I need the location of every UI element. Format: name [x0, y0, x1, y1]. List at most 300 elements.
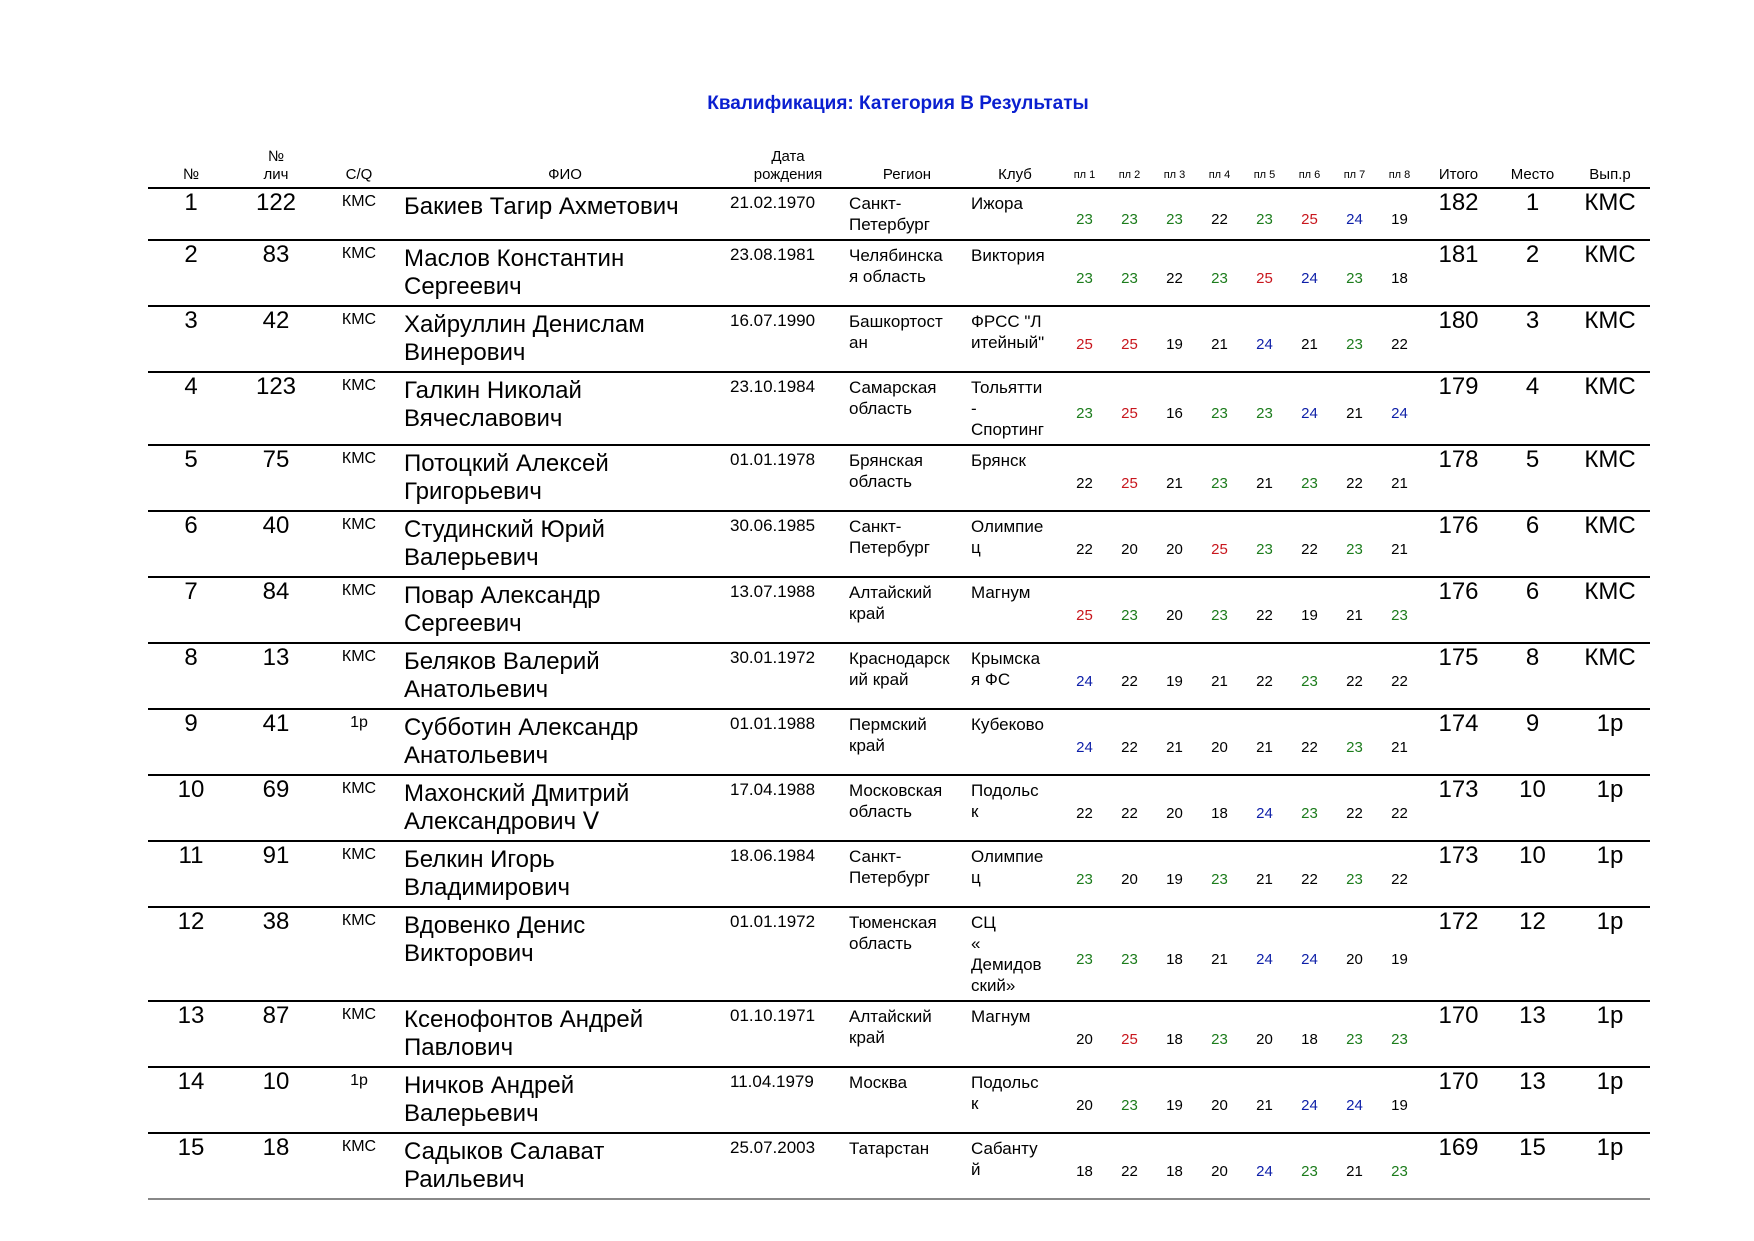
header-pl2: пл 2: [1107, 148, 1152, 188]
club: [968, 240, 1062, 306]
score-pl2: 20: [1107, 841, 1152, 907]
club-line: й: [971, 1160, 981, 1179]
club: [968, 1133, 1062, 1199]
score-pl3: 19: [1152, 841, 1197, 907]
club: [968, 643, 1062, 709]
row-number: 3: [148, 306, 234, 372]
score-pl1: 20: [1062, 1067, 1107, 1133]
birth-date: 17.04.1988: [730, 775, 846, 841]
score-pl8: 21: [1377, 709, 1422, 775]
athlete-name-line: Махонский Дмитрий: [404, 780, 630, 807]
score-pl1: 18: [1062, 1133, 1107, 1199]
birth-date: 23.08.1981: [730, 240, 846, 306]
total-score: 173: [1422, 841, 1495, 907]
region: [846, 643, 968, 709]
cq-rank: КМС: [318, 841, 400, 907]
total-score: 176: [1422, 577, 1495, 643]
personal-number: 91: [234, 841, 318, 907]
birth-date: 13.07.1988: [730, 577, 846, 643]
region-line: Тюменская: [849, 913, 937, 932]
header-club: Клуб: [968, 148, 1062, 188]
score-pl4: 21: [1197, 306, 1242, 372]
header-cq: С/Q: [318, 148, 400, 188]
cq-rank: КМС: [318, 240, 400, 306]
athlete-name-line: Студинский Юрий: [404, 516, 605, 543]
score-pl2: 23: [1107, 188, 1152, 240]
region: [846, 1067, 968, 1133]
place: 10: [1495, 841, 1570, 907]
header-num: №: [148, 148, 234, 188]
score-pl5: 24: [1242, 1133, 1287, 1199]
score-pl3: 18: [1152, 1001, 1197, 1067]
total-score: 170: [1422, 1067, 1495, 1133]
score-pl2: 22: [1107, 1133, 1152, 1199]
birth-date: 01.01.1972: [730, 907, 846, 1001]
personal-number: 123: [234, 372, 318, 445]
region-line: Самарская: [849, 378, 937, 397]
score-pl2: 23: [1107, 907, 1152, 1001]
score-pl7: 24: [1332, 188, 1377, 240]
place: 15: [1495, 1133, 1570, 1199]
score-pl1: 25: [1062, 577, 1107, 643]
score-pl2: 22: [1107, 709, 1152, 775]
score-pl5: 21: [1242, 709, 1287, 775]
personal-number: 122: [234, 188, 318, 240]
region-line: Петербург: [849, 215, 930, 234]
score-pl1: 23: [1062, 907, 1107, 1001]
header-lich: № лич: [234, 148, 318, 188]
personal-number: 87: [234, 1001, 318, 1067]
score-pl7: 23: [1332, 240, 1377, 306]
header-row: [148, 148, 1650, 188]
region-line: область: [849, 934, 912, 953]
row-number: 15: [148, 1133, 234, 1199]
total-score: 178: [1422, 445, 1495, 511]
athlete-name-line: Винерович: [404, 339, 526, 366]
athlete-name-line: Садыков Салават: [404, 1138, 605, 1165]
club-line: ц: [971, 868, 981, 887]
score-pl3: 20: [1152, 775, 1197, 841]
score-pl8: 22: [1377, 775, 1422, 841]
region-line: Татарстан: [849, 1139, 930, 1158]
header-total: Итого: [1422, 148, 1495, 188]
region: [846, 511, 968, 577]
club-line: Сабанту: [971, 1139, 1038, 1158]
club-line: Тольятти: [971, 378, 1043, 397]
club-line: -: [971, 399, 977, 418]
score-pl8: 24: [1377, 372, 1422, 445]
header-pl5: пл 5: [1242, 148, 1287, 188]
rank-achieved: 1р: [1570, 1001, 1650, 1067]
score-pl1: 24: [1062, 709, 1107, 775]
place: 1: [1495, 188, 1570, 240]
score-pl6: 23: [1287, 643, 1332, 709]
total-score: 170: [1422, 1001, 1495, 1067]
score-pl2: 20: [1107, 511, 1152, 577]
athlete-name-line: Ксенофонтов Андрей: [404, 1006, 644, 1033]
score-pl6: 22: [1287, 511, 1332, 577]
place: 13: [1495, 1067, 1570, 1133]
score-pl2: 23: [1107, 577, 1152, 643]
score-pl2: 23: [1107, 1067, 1152, 1133]
athlete-name-line: Владимирович: [404, 874, 571, 901]
club-line: Магнум: [971, 1007, 1031, 1026]
score-pl6: 18: [1287, 1001, 1332, 1067]
personal-number: 40: [234, 511, 318, 577]
table-row: [148, 511, 1650, 577]
score-pl5: 24: [1242, 306, 1287, 372]
row-number: 5: [148, 445, 234, 511]
score-pl7: 21: [1332, 1133, 1377, 1199]
score-pl3: 19: [1152, 643, 1197, 709]
score-pl5: 21: [1242, 1067, 1287, 1133]
score-pl5: 23: [1242, 372, 1287, 445]
rank-achieved: КМС: [1570, 240, 1650, 306]
table-row: [148, 188, 1650, 240]
score-pl7: 23: [1332, 511, 1377, 577]
total-score: 176: [1422, 511, 1495, 577]
club-line: Олимпие: [971, 517, 1044, 536]
place: 3: [1495, 306, 1570, 372]
athlete-name-line: Белкин Игорь: [404, 846, 555, 873]
header-pl7: пл 7: [1332, 148, 1377, 188]
score-pl8: 21: [1377, 511, 1422, 577]
score-pl8: 19: [1377, 1067, 1422, 1133]
score-pl6: 24: [1287, 1067, 1332, 1133]
region-line: ан: [849, 333, 868, 352]
score-pl7: 23: [1332, 709, 1377, 775]
club-line: Демидов: [971, 955, 1042, 974]
personal-number: 83: [234, 240, 318, 306]
score-pl1: 22: [1062, 445, 1107, 511]
region-line: край: [849, 604, 885, 623]
score-pl2: 22: [1107, 775, 1152, 841]
table-row: [148, 907, 1650, 1001]
athlete-name-line: Анатольевич: [404, 676, 549, 703]
region-line: Москва: [849, 1073, 908, 1092]
birth-date: 01.01.1978: [730, 445, 846, 511]
region: [846, 445, 968, 511]
personal-number: 10: [234, 1067, 318, 1133]
region-line: Челябинска: [849, 246, 943, 265]
rank-achieved: КМС: [1570, 188, 1650, 240]
score-pl3: 18: [1152, 907, 1197, 1001]
birth-date: 01.01.1988: [730, 709, 846, 775]
club-line: итейный": [971, 333, 1045, 352]
club-line: Ижора: [971, 194, 1023, 213]
rank-achieved: 1р: [1570, 709, 1650, 775]
athlete-name-line: Маслов Константин: [404, 245, 625, 272]
athlete-name: [400, 1001, 730, 1067]
cq-rank: КМС: [318, 643, 400, 709]
score-pl6: 23: [1287, 775, 1332, 841]
score-pl1: 23: [1062, 240, 1107, 306]
club-line: к: [971, 1094, 979, 1113]
header-place: Место: [1495, 148, 1570, 188]
personal-number: 41: [234, 709, 318, 775]
region-line: Санкт-: [849, 194, 902, 213]
score-pl3: 21: [1152, 709, 1197, 775]
score-pl8: 23: [1377, 577, 1422, 643]
score-pl4: 21: [1197, 643, 1242, 709]
region-line: Петербург: [849, 538, 930, 557]
rank-achieved: КМС: [1570, 511, 1650, 577]
athlete-name: [400, 643, 730, 709]
athlete-name: [400, 1067, 730, 1133]
club: [968, 775, 1062, 841]
athlete-name-line: Субботин Александр: [404, 714, 639, 741]
place: 4: [1495, 372, 1570, 445]
place: 6: [1495, 511, 1570, 577]
personal-number: 84: [234, 577, 318, 643]
region-line: Башкортост: [849, 312, 943, 331]
score-pl4: 21: [1197, 907, 1242, 1001]
region: [846, 306, 968, 372]
athlete-name: [400, 306, 730, 372]
club: [968, 709, 1062, 775]
club: [968, 188, 1062, 240]
score-pl3: 19: [1152, 306, 1197, 372]
athlete-name: [400, 372, 730, 445]
score-pl4: 23: [1197, 372, 1242, 445]
score-pl3: 20: [1152, 511, 1197, 577]
athlete-name-line: Викторович: [404, 940, 534, 967]
score-pl1: 22: [1062, 775, 1107, 841]
score-pl4: 23: [1197, 1001, 1242, 1067]
score-pl3: 22: [1152, 240, 1197, 306]
score-pl8: 22: [1377, 643, 1422, 709]
rank-achieved: КМС: [1570, 445, 1650, 511]
score-pl5: 22: [1242, 643, 1287, 709]
score-pl4: 20: [1197, 1067, 1242, 1133]
cq-rank: КМС: [318, 907, 400, 1001]
table-row: [148, 709, 1650, 775]
row-number: 11: [148, 841, 234, 907]
total-score: 179: [1422, 372, 1495, 445]
score-pl8: 18: [1377, 240, 1422, 306]
score-pl8: 22: [1377, 306, 1422, 372]
rank-achieved: КМС: [1570, 372, 1650, 445]
table-row: [148, 372, 1650, 445]
birth-date: 25.07.2003: [730, 1133, 846, 1199]
table-row: [148, 306, 1650, 372]
cq-rank: КМС: [318, 372, 400, 445]
region-line: край: [849, 736, 885, 755]
region-line: Петербург: [849, 868, 930, 887]
score-pl7: 20: [1332, 907, 1377, 1001]
header-pl4: пл 4: [1197, 148, 1242, 188]
score-pl6: 24: [1287, 240, 1332, 306]
athlete-name: [400, 775, 730, 841]
club: [968, 306, 1062, 372]
region-line: Пермский: [849, 715, 927, 734]
row-number: 9: [148, 709, 234, 775]
score-pl1: 22: [1062, 511, 1107, 577]
header-pl8: пл 8: [1377, 148, 1422, 188]
club: [968, 907, 1062, 1001]
score-pl4: 25: [1197, 511, 1242, 577]
header-date: Дата рождения: [730, 148, 846, 188]
birth-date: 30.06.1985: [730, 511, 846, 577]
score-pl5: 23: [1242, 188, 1287, 240]
score-pl7: 23: [1332, 841, 1377, 907]
athlete-name: [400, 1133, 730, 1199]
score-pl2: 25: [1107, 1001, 1152, 1067]
place: 12: [1495, 907, 1570, 1001]
athlete-name-line: Сергеевич: [404, 610, 522, 637]
athlete-name-line: Григорьевич: [404, 478, 542, 505]
athlete-name-line: Валерьевич: [404, 544, 539, 571]
score-pl7: 21: [1332, 372, 1377, 445]
page-title: Квалификация: Категория В Результаты: [707, 93, 1089, 114]
score-pl6: 25: [1287, 188, 1332, 240]
score-pl5: 24: [1242, 907, 1287, 1001]
place: 13: [1495, 1001, 1570, 1067]
region-line: Санкт-: [849, 847, 902, 866]
rank-achieved: 1р: [1570, 907, 1650, 1001]
region: [846, 775, 968, 841]
region-line: область: [849, 472, 912, 491]
score-pl8: 22: [1377, 841, 1422, 907]
score-pl5: 22: [1242, 577, 1287, 643]
score-pl6: 23: [1287, 1133, 1332, 1199]
region: [846, 372, 968, 445]
region-line: Алтайский: [849, 1007, 932, 1026]
personal-number: 18: [234, 1133, 318, 1199]
place: 8: [1495, 643, 1570, 709]
birth-date: 16.07.1990: [730, 306, 846, 372]
table-row: [148, 577, 1650, 643]
athlete-name-line: Валерьевич: [404, 1100, 539, 1127]
score-pl3: 20: [1152, 577, 1197, 643]
region: [846, 1133, 968, 1199]
region-line: Алтайский: [849, 583, 932, 602]
score-pl3: 23: [1152, 188, 1197, 240]
club: [968, 445, 1062, 511]
region-line: Брянская: [849, 451, 923, 470]
athlete-name-line: Хайруллин Денислам: [404, 311, 645, 338]
birth-date: 23.10.1984: [730, 372, 846, 445]
athlete-name-line: Раильевич: [404, 1166, 525, 1193]
score-pl4: 23: [1197, 577, 1242, 643]
score-pl4: 20: [1197, 709, 1242, 775]
region: [846, 1001, 968, 1067]
score-pl6: 22: [1287, 841, 1332, 907]
rank-achieved: 1р: [1570, 1133, 1650, 1199]
athlete-name-line: Повар Александр: [404, 582, 601, 609]
row-number: 14: [148, 1067, 234, 1133]
personal-number: 13: [234, 643, 318, 709]
athlete-name-line: Галкин Николай: [404, 377, 582, 404]
personal-number: 75: [234, 445, 318, 511]
score-pl3: 16: [1152, 372, 1197, 445]
region-line: Краснодарск: [849, 649, 950, 668]
score-pl4: 22: [1197, 188, 1242, 240]
score-pl4: 20: [1197, 1133, 1242, 1199]
score-pl1: 23: [1062, 372, 1107, 445]
table-row: [148, 1001, 1650, 1067]
club-line: Подольс: [971, 1073, 1039, 1092]
score-pl7: 21: [1332, 577, 1377, 643]
birth-date: 30.01.1972: [730, 643, 846, 709]
total-score: 169: [1422, 1133, 1495, 1199]
total-score: 181: [1422, 240, 1495, 306]
region: [846, 907, 968, 1001]
score-pl4: 23: [1197, 841, 1242, 907]
place: 9: [1495, 709, 1570, 775]
region: [846, 841, 968, 907]
cq-rank: КМС: [318, 306, 400, 372]
region-line: ий край: [849, 670, 909, 689]
region-line: область: [849, 399, 912, 418]
score-pl6: 19: [1287, 577, 1332, 643]
total-score: 175: [1422, 643, 1495, 709]
athlete-name: [400, 445, 730, 511]
score-pl8: 21: [1377, 445, 1422, 511]
table-row: [148, 445, 1650, 511]
score-pl5: 21: [1242, 841, 1287, 907]
cq-rank: КМС: [318, 445, 400, 511]
score-pl5: 24: [1242, 775, 1287, 841]
score-pl1: 25: [1062, 306, 1107, 372]
total-score: 172: [1422, 907, 1495, 1001]
table-row: [148, 841, 1650, 907]
header-pl1: пл 1: [1062, 148, 1107, 188]
athlete-name: [400, 907, 730, 1001]
results-table: [148, 148, 1650, 1200]
club-line: Спортинг: [971, 420, 1044, 439]
rank-achieved: 1р: [1570, 841, 1650, 907]
region: [846, 188, 968, 240]
athlete-name-line: Павлович: [404, 1034, 514, 1061]
total-score: 182: [1422, 188, 1495, 240]
club-line: ФРСС "Л: [971, 312, 1042, 331]
score-pl3: 21: [1152, 445, 1197, 511]
club: [968, 1067, 1062, 1133]
region-line: край: [849, 1028, 885, 1047]
row-number: 8: [148, 643, 234, 709]
score-pl4: 18: [1197, 775, 1242, 841]
athlete-name: [400, 709, 730, 775]
score-pl5: 21: [1242, 445, 1287, 511]
score-pl7: 22: [1332, 643, 1377, 709]
row-number: 6: [148, 511, 234, 577]
rank-achieved: КМС: [1570, 643, 1650, 709]
club-line: СЦ: [971, 913, 996, 932]
birth-date: 11.04.1979: [730, 1067, 846, 1133]
place: 5: [1495, 445, 1570, 511]
rank-achieved: КМС: [1570, 306, 1650, 372]
table-row: [148, 1067, 1650, 1133]
region: [846, 577, 968, 643]
cq-rank: КМС: [318, 1001, 400, 1067]
club-line: Кубеково: [971, 715, 1044, 734]
club-line: я ФС: [971, 670, 1011, 689]
table-row: [148, 775, 1650, 841]
row-number: 2: [148, 240, 234, 306]
club-line: к: [971, 802, 979, 821]
cq-rank: КМС: [318, 577, 400, 643]
personal-number: 38: [234, 907, 318, 1001]
score-pl7: 23: [1332, 306, 1377, 372]
club: [968, 577, 1062, 643]
club-line: «: [971, 934, 981, 953]
score-pl3: 19: [1152, 1067, 1197, 1133]
club: [968, 511, 1062, 577]
birth-date: 21.02.1970: [730, 188, 846, 240]
athlete-name: [400, 577, 730, 643]
score-pl2: 23: [1107, 240, 1152, 306]
